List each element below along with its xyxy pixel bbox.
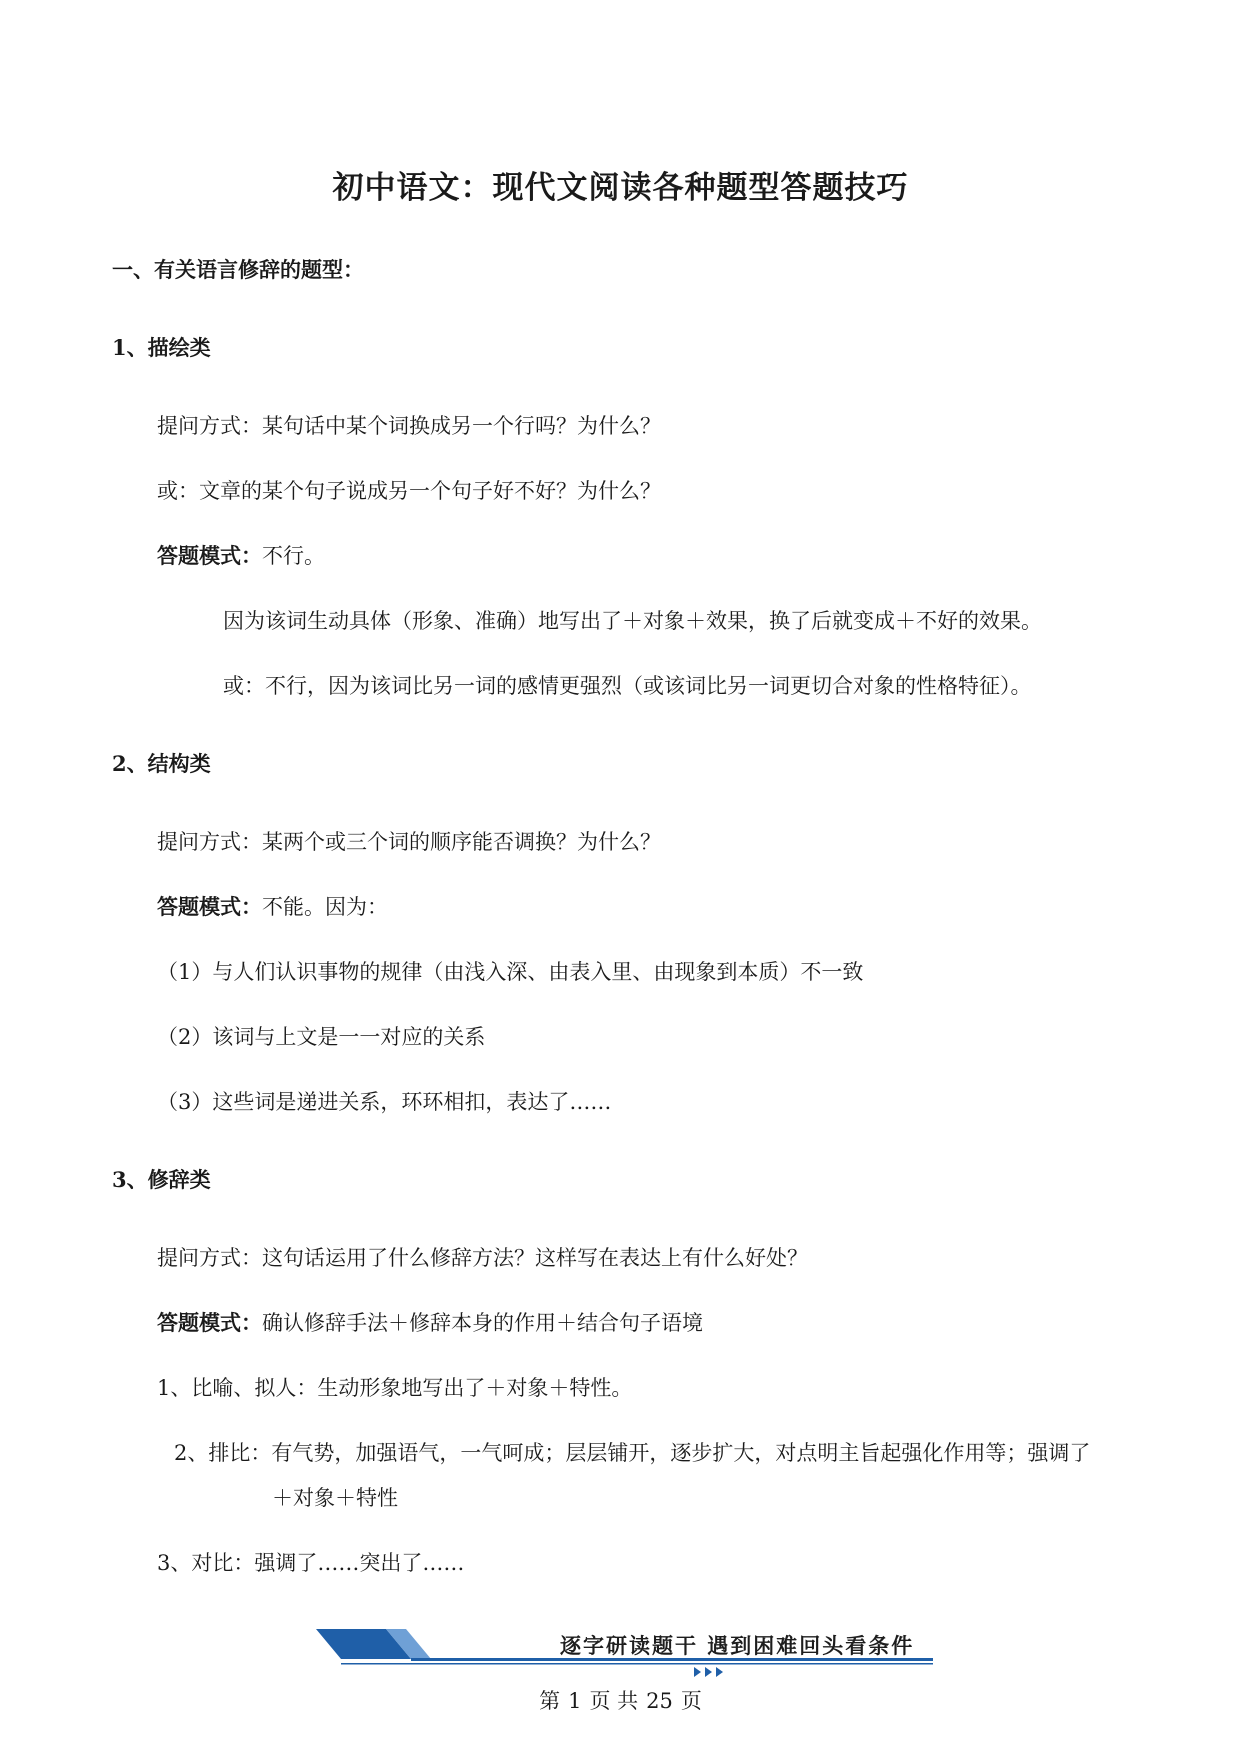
answer-line bbox=[157, 892, 388, 922]
question-line: 或：文章的某个句子说成另一个句子好不好？为什么？ bbox=[157, 479, 661, 503]
page-prefix: 第 bbox=[539, 1689, 561, 1713]
page-total: 25 bbox=[646, 1689, 673, 1713]
question-line: 提问方式：这句话运用了什么修辞方法？这样写在表达上有什么好处？ bbox=[157, 1246, 808, 1270]
page-mid: 页 共 bbox=[589, 1689, 639, 1713]
answer-detail: （3）这些词是递进关系，环环相扣，表达了…… bbox=[157, 1090, 612, 1114]
answer-detail-continued: ＋对象＋特性 bbox=[272, 1486, 398, 1510]
answer-detail: 2、排比：有气势，加强语气，一气呵成；层层铺开，逐步扩大，对点明主旨起强化作用等；强调了 bbox=[174, 1441, 1091, 1465]
answer-detail: （2）该词与上文是一一对应的关系 bbox=[157, 1025, 486, 1049]
section-heading-1: 一、有关语言修辞的题型： bbox=[112, 257, 364, 282]
answer-text: 确认修辞手法＋修辞本身的作用＋结合句子语境 bbox=[262, 1311, 703, 1335]
answer-detail: 1、比喻、拟人：生动形象地写出了＋对象＋特性。 bbox=[157, 1376, 633, 1400]
answer-detail: （1）与人们认识事物的规律（由浅入深、由表入里、由现象到本质）不一致 bbox=[157, 960, 864, 984]
page-title: 初中语文：现代文阅读各种题型答题技巧 bbox=[332, 170, 909, 206]
subsection-heading-1: 1、描绘类 bbox=[112, 335, 211, 360]
answer-detail: 因为该词生动具体（形象、准确）地写出了＋对象＋效果，换了后就变成＋不好的效果。 bbox=[223, 609, 1042, 633]
answer-label: 答题模式： bbox=[157, 1310, 262, 1335]
answer-detail: 或：不行，因为该词比另一词的感情更强烈（或该词比另一词更切合对象的性格特征）。 bbox=[223, 674, 1032, 698]
page-current: 1 bbox=[568, 1689, 582, 1713]
answer-text: 不能。因为： bbox=[262, 895, 388, 919]
question-line: 提问方式：某句话中某个词换成另一个行吗？为什么？ bbox=[157, 414, 661, 438]
page-number bbox=[0, 1685, 1241, 1715]
answer-label: 答题模式： bbox=[157, 543, 262, 568]
answer-detail: 3、对比：强调了……突出了…… bbox=[157, 1551, 465, 1575]
answer-line bbox=[157, 541, 325, 571]
footer-slogan: 逐字研读题干 遇到困难回头看条件 bbox=[560, 1634, 915, 1658]
question-line: 提问方式：某两个或三个词的顺序能否调换？为什么？ bbox=[157, 830, 661, 854]
page-suffix: 页 bbox=[680, 1689, 702, 1713]
answer-label: 答题模式： bbox=[157, 894, 262, 919]
answer-line bbox=[157, 1308, 703, 1338]
subsection-heading-2: 2、结构类 bbox=[112, 751, 211, 776]
answer-text: 不行。 bbox=[262, 544, 325, 568]
subsection-heading-3: 3、修辞类 bbox=[112, 1167, 211, 1192]
